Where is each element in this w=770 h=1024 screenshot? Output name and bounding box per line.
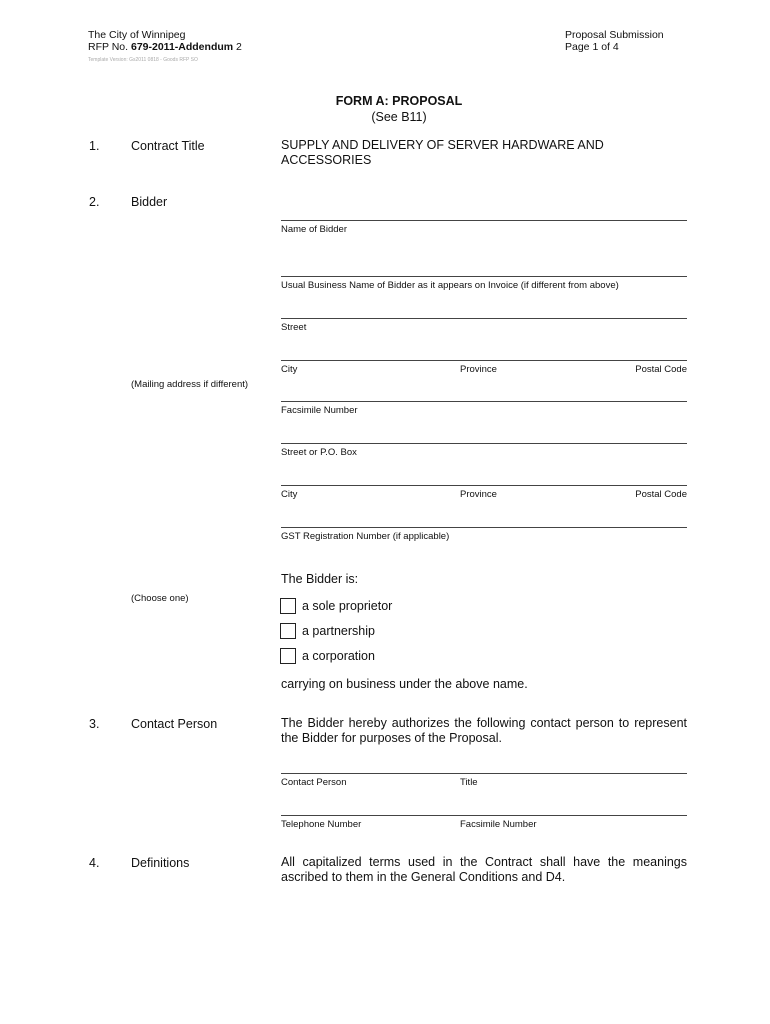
mailing-address-note: (Mailing address if different) bbox=[131, 379, 249, 390]
definitions-text: All capitalized terms used in the Contract shall have the meanings ascribed to them in the General Conditions and D4. bbox=[281, 855, 687, 884]
street-po-label: Street or P.O. Box bbox=[281, 447, 357, 458]
partnership-label: a partnership bbox=[302, 624, 375, 638]
section-1-number: 1. bbox=[89, 139, 100, 153]
form-title: FORM A: PROPOSAL bbox=[335, 94, 463, 108]
street-label: Street bbox=[281, 322, 307, 333]
section-1-label: Contract Title bbox=[131, 139, 205, 153]
city-line-2[interactable] bbox=[281, 485, 687, 486]
gst-line[interactable] bbox=[281, 527, 687, 528]
contact-person-line[interactable] bbox=[281, 773, 687, 774]
street-line[interactable] bbox=[281, 318, 687, 319]
section-2-number: 2. bbox=[89, 195, 100, 209]
usual-business-name-line[interactable] bbox=[281, 276, 687, 277]
section-3-number: 3. bbox=[89, 717, 100, 731]
choose-one-note: (Choose one) bbox=[131, 593, 189, 604]
template-version: Template Version: Gs2011 0818 - Goods RFP SO bbox=[88, 57, 198, 63]
contract-title-value: SUPPLY AND DELIVERY OF SERVER HARDWARE AND ACCESSORIES bbox=[281, 138, 604, 167]
city-label-2: City bbox=[281, 489, 298, 500]
telephone-label: Telephone Number bbox=[281, 819, 362, 830]
corporation-label: a corporation bbox=[302, 649, 375, 663]
section-2-label: Bidder bbox=[131, 195, 168, 209]
header-right bbox=[565, 29, 664, 53]
postal-code-label: Postal Code bbox=[635, 364, 687, 375]
name-of-bidder-label: Name of Bidder bbox=[281, 224, 348, 235]
proposal-submission-label: Proposal Submission bbox=[565, 29, 664, 41]
section-4-number: 4. bbox=[89, 856, 100, 870]
province-label-2: Province bbox=[460, 489, 497, 500]
section-4-label: Definitions bbox=[131, 856, 190, 870]
carrying-on-text: carrying on business under the above name. bbox=[281, 677, 528, 691]
corporation-checkbox[interactable] bbox=[280, 648, 296, 664]
rfp-number: RFP No. 679-2011-Addendum 2 bbox=[88, 41, 242, 53]
sole-proprietor-label: a sole proprietor bbox=[302, 599, 393, 613]
province-label: Province bbox=[460, 364, 497, 375]
facsimile-line[interactable] bbox=[281, 401, 687, 402]
title-field-label: Title bbox=[460, 777, 478, 788]
page-indicator: Page 1 of 4 bbox=[565, 41, 619, 53]
sole-proprietor-checkbox[interactable] bbox=[280, 598, 296, 614]
street-po-line[interactable] bbox=[281, 443, 687, 444]
form-reference: (See B11) bbox=[371, 110, 427, 124]
contact-person-text: The Bidder hereby authorizes the following contact person to represent the Bidder for purposes of the Proposal. bbox=[281, 716, 687, 745]
city-line[interactable] bbox=[281, 360, 687, 361]
telephone-line[interactable] bbox=[281, 815, 687, 816]
postal-code-label-2: Postal Code bbox=[635, 489, 687, 500]
section-3-label: Contact Person bbox=[131, 717, 218, 731]
city-label: City bbox=[281, 364, 298, 375]
name-of-bidder-line[interactable] bbox=[281, 220, 687, 221]
org-name: The City of Winnipeg bbox=[88, 29, 186, 41]
gst-label: GST Registration Number (if applicable) bbox=[281, 531, 450, 542]
bidder-is-label: The Bidder is: bbox=[281, 572, 359, 586]
contact-facsimile-label: Facsimile Number bbox=[460, 819, 537, 830]
facsimile-label: Facsimile Number bbox=[281, 405, 358, 416]
header-left bbox=[88, 29, 242, 53]
partnership-checkbox[interactable] bbox=[280, 623, 296, 639]
usual-business-name-label: Usual Business Name of Bidder as it appears on Invoice (if different from above) bbox=[281, 280, 619, 291]
contact-person-field-label: Contact Person bbox=[281, 777, 347, 788]
